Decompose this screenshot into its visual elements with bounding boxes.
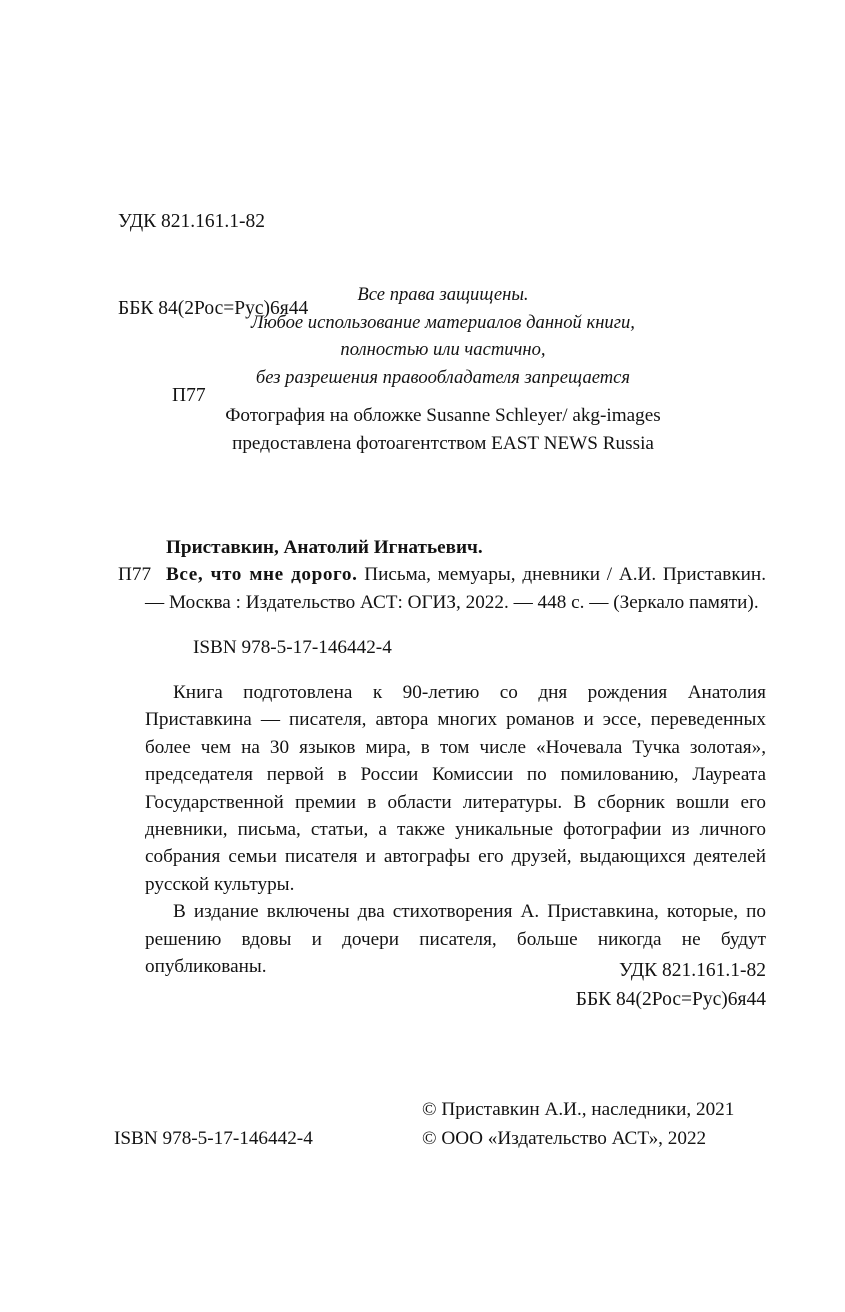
page-footer [0, 1096, 845, 1166]
biblio-author-mark: П77 [118, 564, 152, 586]
author-mark-code: П77 [172, 385, 206, 406]
bbk-code-repeat: ББК 84(2Рос=Рус)6я44 [575, 988, 766, 1010]
classification-codes-repeat [366, 957, 766, 1014]
copyright-publisher: © ООО «Издательство АСТ», 2022 [422, 1127, 707, 1149]
cover-photo-credit-line-2: предоставлена фотоагентством EAST NEWS Russia [232, 433, 654, 454]
rights-notice-line-2: Любое использование материалов данной книги, [251, 311, 635, 333]
rights-notice-line-3: полностью или частично, [340, 339, 546, 360]
udk-code-repeat: УДК 821.161.1-82 [618, 960, 766, 981]
copyright-lines [422, 1096, 734, 1153]
biblio-description [145, 561, 766, 616]
cover-photo-credit-line-1: Фотография на обложке Susanne Schleyer/ akg-images [225, 405, 661, 426]
biblio-body [118, 561, 766, 616]
cover-photo-credit [120, 402, 766, 458]
annotation-paragraph-2: В издание включены два стихотворения А. Приставкина, которые, по решению вдовы и дочери писателя, больше никогда не будут опубликованы. [145, 901, 766, 978]
bibliographic-record [118, 534, 766, 662]
udk-code: УДК 821.161.1-82 [118, 211, 266, 232]
biblio-author-heading: Приставкин, Анатолий Игнатьевич. [166, 537, 483, 558]
annotation-paragraph-1: Книга подготовлена к 90-летию со дня рождения Анатолия Приставкина — писателя, автора многих романов и эссе, переведенных более чем на 30 языков мира, в том числе «Ночевала Тучка золотая», председателя первой в России Комиссии по помилованию, Лауреата Государственной премии в области литературы. В сборник вошли его дневники, письма, статьи, а также уникальные фотографии из личного собрания семьи писателя и автографы его друзей, выдающихся деятелей русской культуры. [145, 682, 766, 895]
annotation-text [145, 679, 766, 980]
copyright-author: © Приставкин А.И., наследники, 2021 [422, 1099, 735, 1120]
footer-isbn: ISBN 978-5-17-146442-4 [114, 1128, 313, 1149]
biblio-imprint: Письма, мемуары, дневники / А.И. Приставкин. — Москва : Издательство АСТ: ОГИЗ, 2022. — 448 с. — (Зеркало памяти). [145, 564, 766, 613]
biblio-title: Все, что мне дорого. [166, 564, 358, 586]
rights-notice [140, 281, 746, 391]
biblio-isbn: ISBN 978-5-17-146442-4 [193, 637, 392, 659]
rights-notice-line-1: Все права защищены. [357, 284, 529, 305]
bbk-code: ББК 84(2Рос=Рус)6я44 [118, 298, 309, 319]
rights-notice-line-4: без разрешения правообладателя запрещается [255, 366, 631, 388]
